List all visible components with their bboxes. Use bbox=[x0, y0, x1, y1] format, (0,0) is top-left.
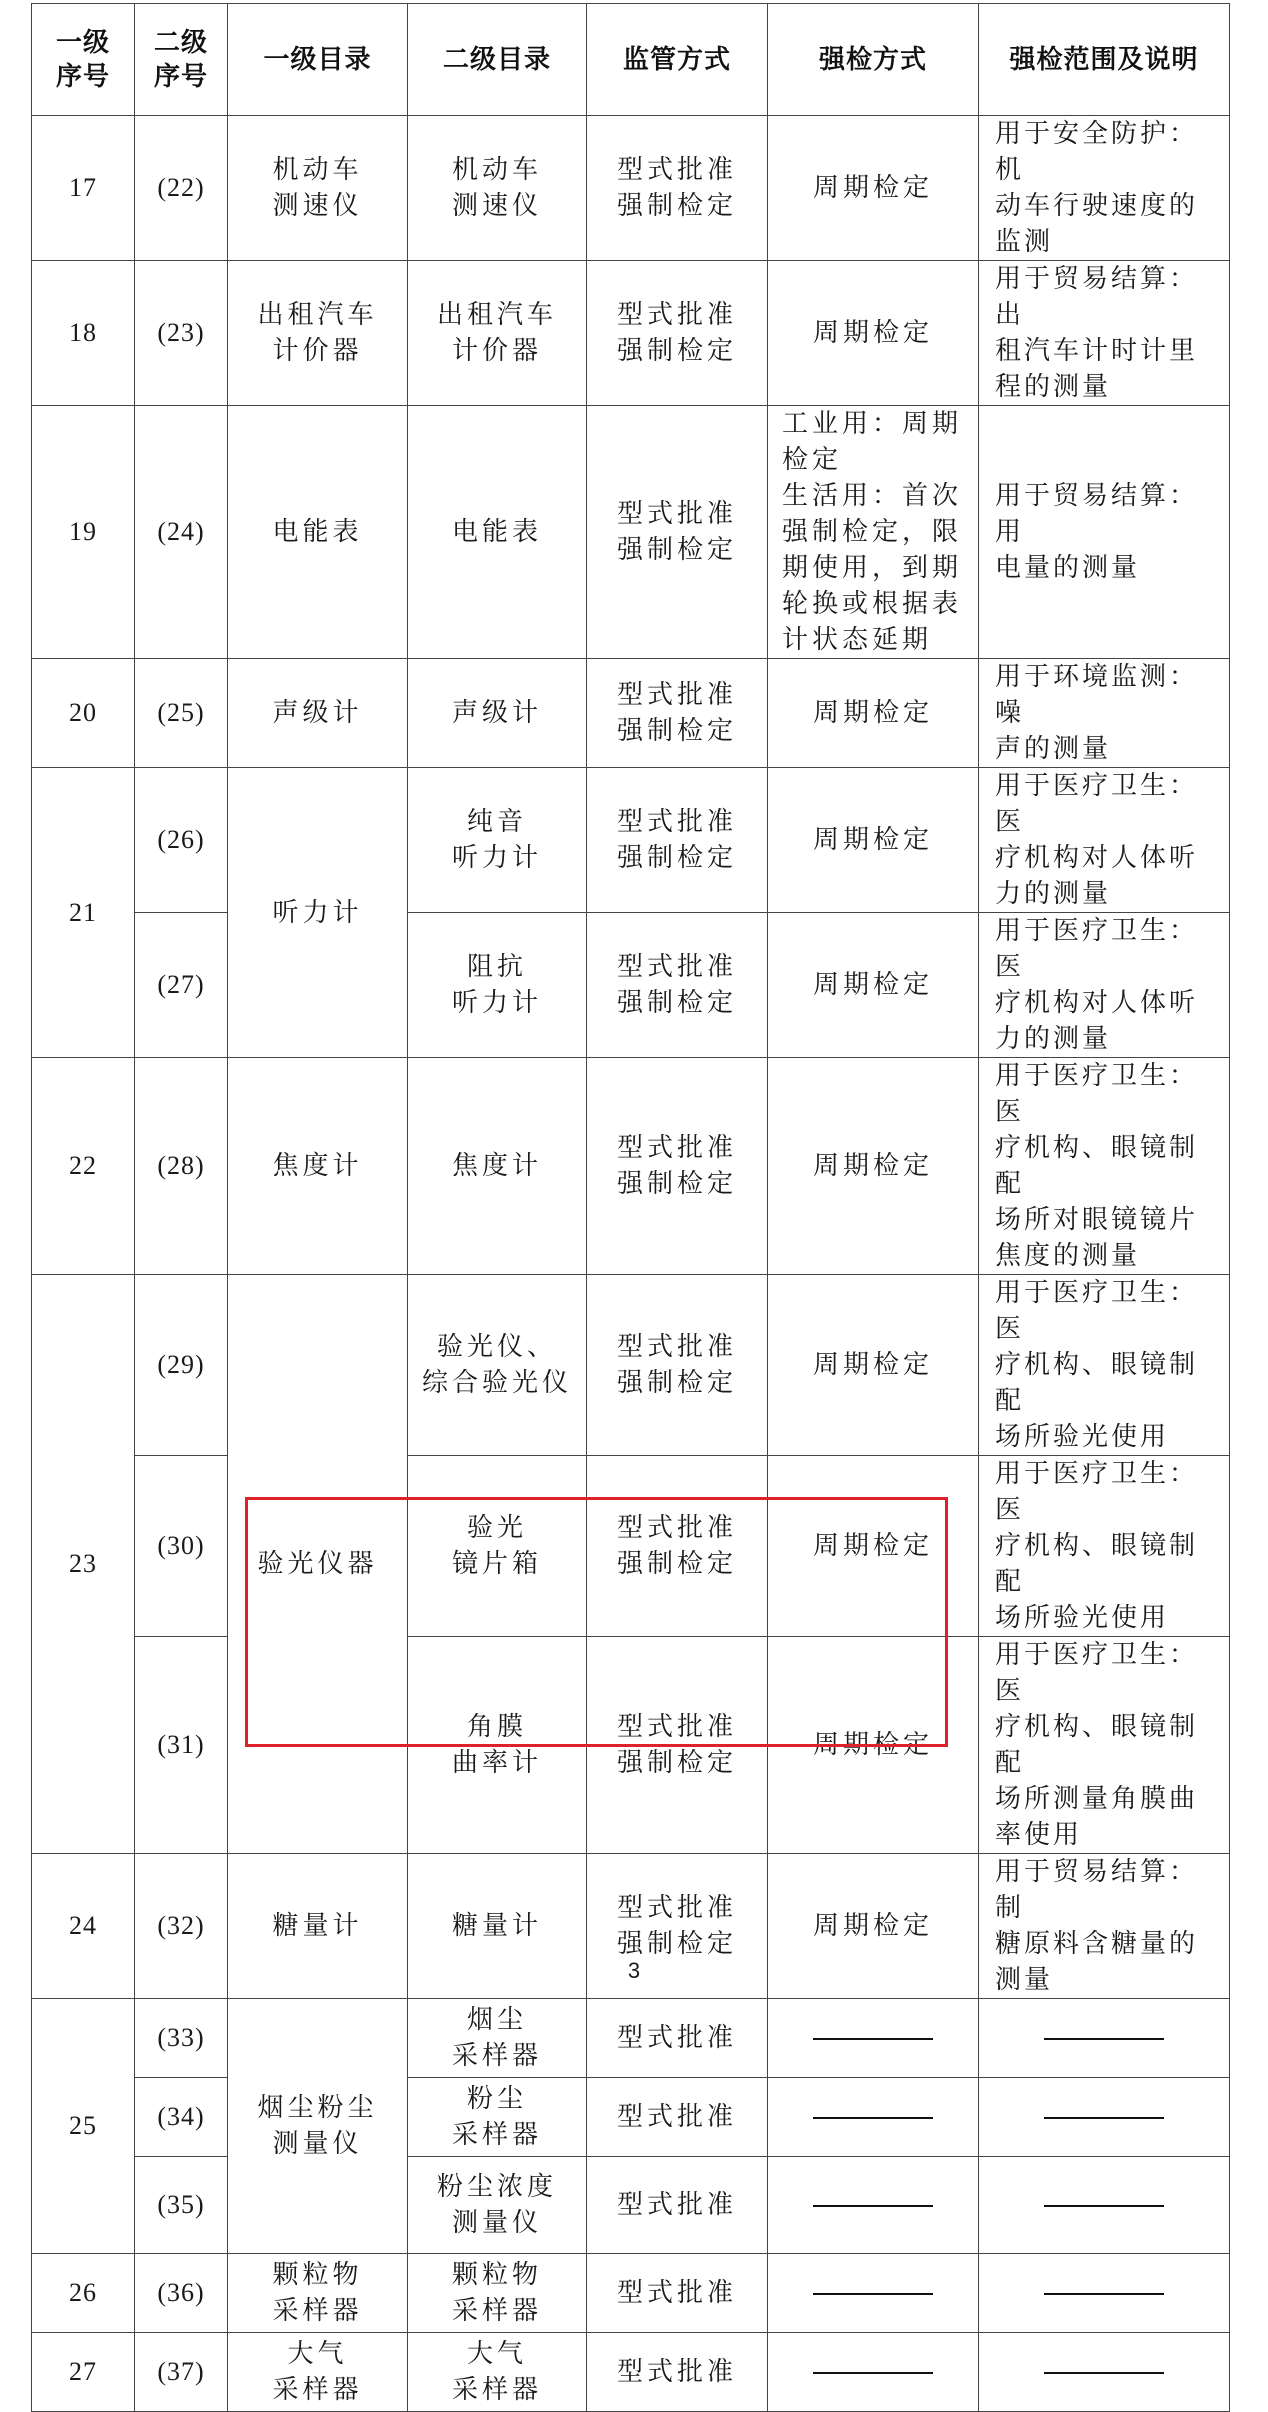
l1-no: 17 bbox=[32, 116, 135, 261]
l2-no: (22) bbox=[135, 116, 228, 261]
l1-no: 19 bbox=[32, 406, 135, 659]
supervision-cell: 型式批准 强制检定 bbox=[587, 261, 768, 406]
table-row bbox=[32, 116, 1230, 261]
inspection-cell: 周期检定 bbox=[768, 116, 979, 261]
empty-dash bbox=[813, 2205, 933, 2207]
l1-no: 22 bbox=[32, 1058, 135, 1275]
supervision-cell: 型式批准 强制检定 bbox=[587, 768, 768, 913]
header-scope: 强检范围及说明 bbox=[979, 4, 1230, 116]
l1-category: 验光仪器 bbox=[228, 1275, 408, 1854]
inspection-cell: 周期检定 bbox=[768, 1854, 979, 1999]
l2-category: 烟尘 采样器 bbox=[408, 1999, 587, 2078]
l2-no: (35) bbox=[135, 2157, 228, 2254]
l1-category: 出租汽车 计价器 bbox=[228, 261, 408, 406]
scope-cell: 用于医疗卫生：医 疗机构对人体听 力的测量 bbox=[979, 768, 1230, 913]
l2-category: 出租汽车 计价器 bbox=[408, 261, 587, 406]
l2-category: 验光 镜片箱 bbox=[408, 1456, 587, 1637]
header-l2-category: 二级目录 bbox=[408, 4, 587, 116]
table-row bbox=[32, 659, 1230, 768]
scope-cell bbox=[979, 2157, 1230, 2254]
empty-dash bbox=[813, 2038, 933, 2040]
header-l1-category: 一级目录 bbox=[228, 4, 408, 116]
inspection-cell bbox=[768, 2078, 979, 2157]
l1-no: 21 bbox=[32, 768, 135, 1058]
l2-category: 声级计 bbox=[408, 659, 587, 768]
l1-category: 机动车 测速仪 bbox=[228, 116, 408, 261]
l1-category: 声级计 bbox=[228, 659, 408, 768]
scope-cell: 用于医疗卫生：医 疗机构对人体听 力的测量 bbox=[979, 913, 1230, 1058]
inspection-cell bbox=[768, 1999, 979, 2078]
supervision-cell: 型式批准 强制检定 bbox=[587, 1637, 768, 1854]
supervision-cell: 型式批准 bbox=[587, 2254, 768, 2333]
inspection-cell bbox=[768, 2157, 979, 2254]
table-row bbox=[32, 1456, 1230, 1637]
empty-dash bbox=[813, 2117, 933, 2119]
l2-category: 焦度计 bbox=[408, 1058, 587, 1275]
table-row bbox=[32, 261, 1230, 406]
l2-category: 机动车 测速仪 bbox=[408, 116, 587, 261]
table-row bbox=[32, 2333, 1230, 2412]
scope-cell: 用于医疗卫生：医 疗机构、眼镜制配 场所验光使用 bbox=[979, 1275, 1230, 1456]
l2-no: (28) bbox=[135, 1058, 228, 1275]
l2-no: (24) bbox=[135, 406, 228, 659]
l1-category: 烟尘粉尘 测量仪 bbox=[228, 1999, 408, 2254]
empty-dash bbox=[1044, 2205, 1164, 2207]
l1-no: 24 bbox=[32, 1854, 135, 1999]
table-row bbox=[32, 406, 1230, 659]
l2-no: (29) bbox=[135, 1275, 228, 1456]
supervision-cell: 型式批准 bbox=[587, 2333, 768, 2412]
l2-category: 糖量计 bbox=[408, 1854, 587, 1999]
l2-no: (23) bbox=[135, 261, 228, 406]
empty-dash bbox=[1044, 2117, 1164, 2119]
l1-no: 18 bbox=[32, 261, 135, 406]
empty-dash bbox=[813, 2293, 933, 2295]
l2-category: 纯音 听力计 bbox=[408, 768, 587, 913]
header-l2-no: 二级 序号 bbox=[135, 4, 228, 116]
l2-no: (32) bbox=[135, 1854, 228, 1999]
l2-category: 粉尘 采样器 bbox=[408, 2078, 587, 2157]
inspection-cell bbox=[768, 2254, 979, 2333]
scope-cell bbox=[979, 2254, 1230, 2333]
l2-category: 颗粒物 采样器 bbox=[408, 2254, 587, 2333]
metrology-catalog-table bbox=[31, 3, 1230, 2412]
l2-no: (36) bbox=[135, 2254, 228, 2333]
l2-no: (37) bbox=[135, 2333, 228, 2412]
table-row bbox=[32, 1637, 1230, 1854]
scope-cell: 用于贸易结算：用 电量的测量 bbox=[979, 406, 1230, 659]
l2-category: 电能表 bbox=[408, 406, 587, 659]
supervision-cell: 型式批准 强制检定 bbox=[587, 1456, 768, 1637]
l1-no: 27 bbox=[32, 2333, 135, 2412]
l2-category: 验光仪、 综合验光仪 bbox=[408, 1275, 587, 1456]
l1-category: 糖量计 bbox=[228, 1854, 408, 1999]
empty-dash bbox=[1044, 2293, 1164, 2295]
scope-cell: 用于医疗卫生：医 疗机构、眼镜制配 场所对眼镜镜片 焦度的测量 bbox=[979, 1058, 1230, 1275]
inspection-cell: 周期检定 bbox=[768, 1456, 979, 1637]
scope-cell bbox=[979, 2078, 1230, 2157]
scope-cell: 用于医疗卫生：医 疗机构、眼镜制配 场所测量角膜曲 率使用 bbox=[979, 1637, 1230, 1854]
table-row bbox=[32, 2157, 1230, 2254]
empty-dash bbox=[1044, 2372, 1164, 2374]
header-row bbox=[32, 4, 1230, 116]
l2-category: 角膜 曲率计 bbox=[408, 1637, 587, 1854]
supervision-cell: 型式批准 bbox=[587, 2157, 768, 2254]
scope-cell bbox=[979, 2333, 1230, 2412]
scope-cell: 用于贸易结算：出 租汽车计时计里 程的测量 bbox=[979, 261, 1230, 406]
supervision-cell: 型式批准 bbox=[587, 1999, 768, 2078]
l1-category: 电能表 bbox=[228, 406, 408, 659]
table-row bbox=[32, 913, 1230, 1058]
l1-category: 大气 采样器 bbox=[228, 2333, 408, 2412]
supervision-cell: 型式批准 强制检定 bbox=[587, 116, 768, 261]
scope-cell: 用于贸易结算：制 糖原料含糖量的 测量 bbox=[979, 1854, 1230, 1999]
header-supervision: 监管方式 bbox=[587, 4, 768, 116]
l2-no: (33) bbox=[135, 1999, 228, 2078]
l2-no: (26) bbox=[135, 768, 228, 913]
inspection-cell: 工业用：周期 检定 生活用：首次 强制检定，限 期使用，到期 轮换或根据表 计状态延期 bbox=[768, 406, 979, 659]
l2-no: (34) bbox=[135, 2078, 228, 2157]
inspection-cell: 周期检定 bbox=[768, 1058, 979, 1275]
supervision-cell: 型式批准 强制检定 bbox=[587, 1058, 768, 1275]
l1-no: 25 bbox=[32, 1999, 135, 2254]
table-row bbox=[32, 2254, 1230, 2333]
inspection-cell: 周期检定 bbox=[768, 659, 979, 768]
l2-category: 大气 采样器 bbox=[408, 2333, 587, 2412]
empty-dash bbox=[1044, 2038, 1164, 2040]
scope-cell: 用于医疗卫生：医 疗机构、眼镜制配 场所验光使用 bbox=[979, 1456, 1230, 1637]
l2-no: (27) bbox=[135, 913, 228, 1058]
supervision-cell: 型式批准 强制检定 bbox=[587, 1854, 768, 1999]
table-row bbox=[32, 1275, 1230, 1456]
l1-no: 26 bbox=[32, 2254, 135, 2333]
inspection-cell: 周期检定 bbox=[768, 1637, 979, 1854]
inspection-cell: 周期检定 bbox=[768, 768, 979, 913]
header-inspection: 强检方式 bbox=[768, 4, 979, 116]
l1-no: 23 bbox=[32, 1275, 135, 1854]
inspection-cell: 周期检定 bbox=[768, 1275, 979, 1456]
l1-no: 20 bbox=[32, 659, 135, 768]
inspection-cell: 周期检定 bbox=[768, 913, 979, 1058]
table-row bbox=[32, 1999, 1230, 2078]
l1-category: 颗粒物 采样器 bbox=[228, 2254, 408, 2333]
empty-dash bbox=[813, 2372, 933, 2374]
inspection-cell: 周期检定 bbox=[768, 261, 979, 406]
supervision-cell: 型式批准 强制检定 bbox=[587, 913, 768, 1058]
scope-cell: 用于环境监测：噪 声的测量 bbox=[979, 659, 1230, 768]
table-row bbox=[32, 1058, 1230, 1275]
supervision-cell: 型式批准 强制检定 bbox=[587, 1275, 768, 1456]
supervision-cell: 型式批准 bbox=[587, 2078, 768, 2157]
l2-no: (30) bbox=[135, 1456, 228, 1637]
supervision-cell: 型式批准 强制检定 bbox=[587, 659, 768, 768]
l2-no: (31) bbox=[135, 1637, 228, 1854]
inspection-cell bbox=[768, 2333, 979, 2412]
table-row bbox=[32, 2078, 1230, 2157]
l2-category: 阻抗 听力计 bbox=[408, 913, 587, 1058]
l1-category: 听力计 bbox=[228, 768, 408, 1058]
scope-cell: 用于安全防护：机 动车行驶速度的 监测 bbox=[979, 116, 1230, 261]
l2-category: 粉尘浓度 测量仪 bbox=[408, 2157, 587, 2254]
supervision-cell: 型式批准 强制检定 bbox=[587, 406, 768, 659]
header-l1-no: 一级 序号 bbox=[32, 4, 135, 116]
l2-no: (25) bbox=[135, 659, 228, 768]
scope-cell bbox=[979, 1999, 1230, 2078]
page-number: 3 bbox=[627, 1958, 641, 1983]
table-row bbox=[32, 768, 1230, 913]
l1-category: 焦度计 bbox=[228, 1058, 408, 1275]
